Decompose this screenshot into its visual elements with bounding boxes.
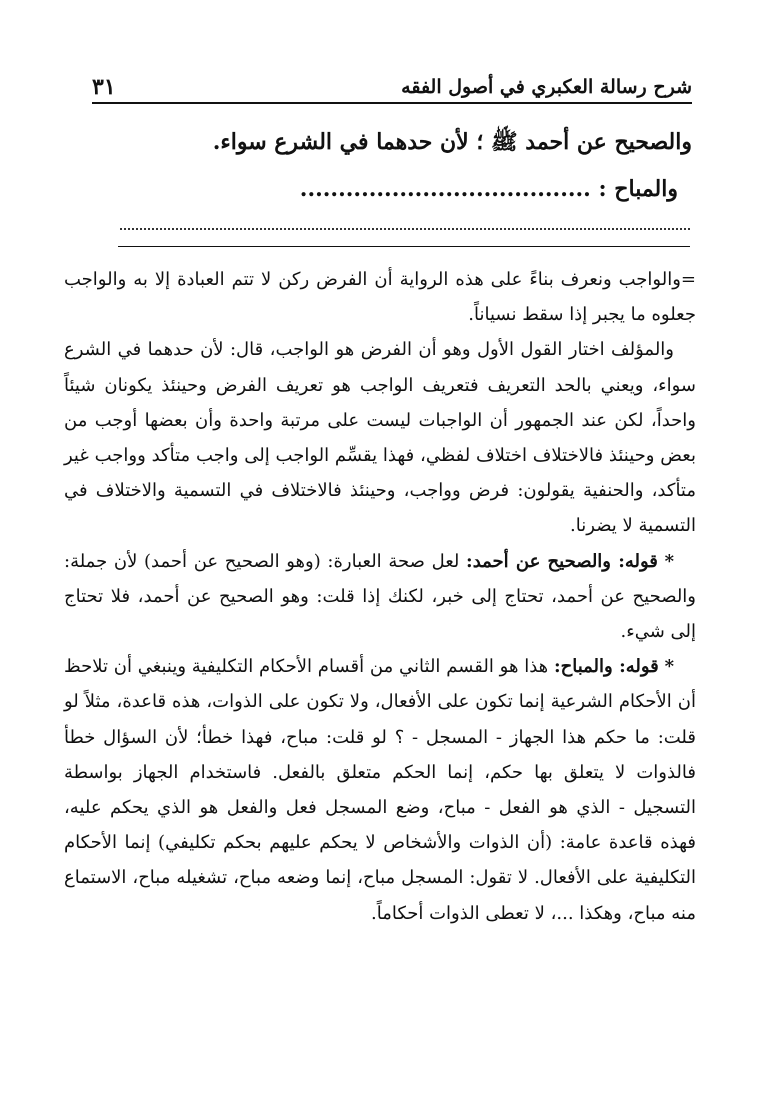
running-header bbox=[92, 70, 692, 104]
footnote-lead-term: قوله: والمباح: bbox=[553, 656, 659, 678]
main-text-line-1: والصحيح عن أحمد ﷺ ؛ لأن حدهما في الشرع سواء. bbox=[212, 129, 692, 155]
footnote-paragraph-4 bbox=[64, 649, 696, 931]
book-title: شرح رسالة العكبري في أصول الفقه bbox=[401, 76, 692, 98]
page-number: ٣١ bbox=[92, 74, 116, 100]
footnote-paragraph-2: والمؤلف اختار القول الأول وهو أن الفرض هو الواجب، قال: لأن حدهما في الشرع سواء، ويعني بالحد التعريف فتعريف الواجب هو تعريف الفرض وحينئذ يكونان شيئاً واحداً، لكن عند الجمهور أن الواجبات ليست على مرتبة واحدة وأن بعضها أوجب من بعض وحينئذ فالاختلاف اختلاف لفظي، فهذا يقسِّم الواجب إلى واجب متأكد وواجب غير متأكد، والحنفية يقولون: فرض وواجب، وحينئذ فالاختلاف في التسمية والاختلاف في التسمية لا يضرنا. bbox=[64, 339, 696, 537]
main-text-line-2: والمباح : ...................................... bbox=[299, 176, 678, 202]
footnote-paragraph-3 bbox=[64, 544, 696, 650]
footnote-body: هذا هو القسم الثاني من أقسام الأحكام التكليفية وينبغي أن تلاحظ أن الأحكام الشرعية إنما تكون على الأفعال، ولا تكون على الذوات، هذه قاعدة، مثلاً لو قلت: ما حكم هذا الجهاز - المسجل - ؟ لو قلت: مباح، فهذا خطأ؛ لأن السؤال خطأ فالذوات لا يتعلق بها حكم، إنما الحكم متعلق بالفعل. فاستخدام الجهاز بواسطة التسجيل - الذي هو الفعل - مباح، وضع المسجل فعل والفعل هو الذي يحكم عليه، فهذه قاعدة عامة: (أن الذوات والأشخاص لا يحكم عليهم بحكم تكليفي) إنما الأحكام التكليفية على الأفعال. لا تقول: المسجل مباح، إنما وضعه مباح، تشغيله مباح، الاستماع منه مباح، وهكذا ...، لا تعطى الذوات أحكاماً. bbox=[64, 656, 696, 924]
footnote-separator bbox=[118, 246, 690, 247]
footnotes bbox=[64, 262, 696, 931]
footnote-paragraph-1: =والواجب ونعرف بناءً على هذه الرواية أن الفرض ركن لا تتم العبادة إلا به والواجب جعلوه ما يجبر إذا سقط نسياناً. bbox=[64, 269, 696, 326]
asterisk-marker: * bbox=[664, 656, 674, 678]
dotted-line bbox=[120, 222, 690, 230]
asterisk-marker: * bbox=[664, 550, 674, 572]
footnote-lead-term: قوله: والصحيح عن أحمد: bbox=[466, 550, 658, 572]
footnote-body: لعل صحة العبارة: (وهو الصحيح عن أحمد) لأن جملة: والصحيح عن أحمد، تحتاج إلى خبر، لكنك إذا قلت: وهو الصحيح عن أحمد، فلا تحتاج إلى شيء. bbox=[64, 550, 696, 643]
